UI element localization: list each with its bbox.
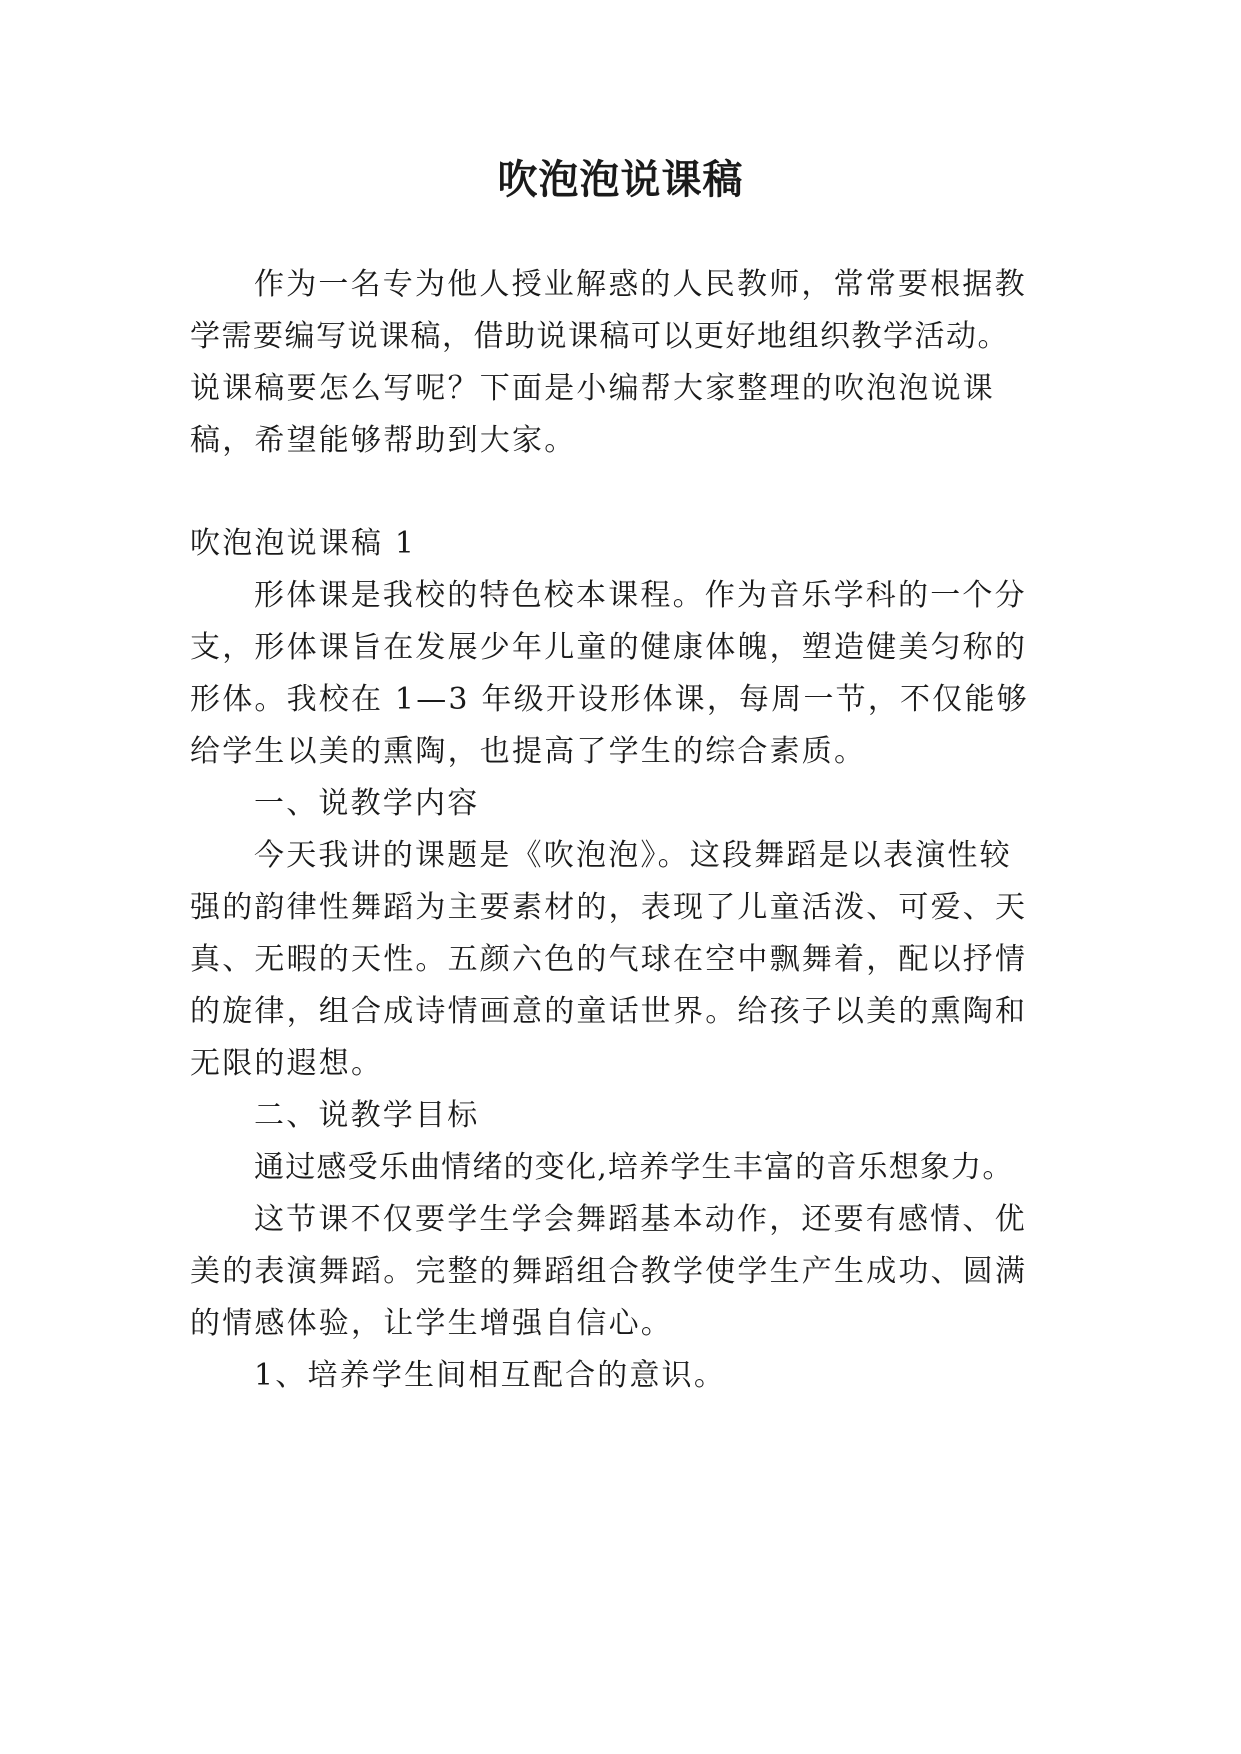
para1-line-3: 形体。我校在 1—3 年级开设形体课，每周一节，不仅能够 (190, 682, 1029, 717)
intro-line-1: 作为一名专为他人授业解惑的人民教师，常常要根据教 (254, 267, 1027, 302)
para4-line-3: 的情感体验，让学生增强自信心。 (190, 1306, 673, 1341)
para4-line-2: 美的表演舞蹈。完整的舞蹈组合教学使学生产生成功、圆满 (190, 1254, 1028, 1289)
intro-line-4: 稿，希望能够帮助到大家。 (190, 423, 577, 458)
para2-line-4: 的旋律，组合成诗情画意的童话世界。给孩子以美的熏陶和 (190, 994, 1028, 1029)
intro-line-2: 学需要编写说课稿，借助说课稿可以更好地组织教学活动。 (190, 319, 1009, 354)
heading-teaching-content: 一、说教学内容 (254, 786, 480, 821)
para2-line-3: 真、无暇的天性。五颜六色的气球在空中飘舞着，配以抒情 (190, 942, 1028, 977)
list-item-1: 1、培养学生间相互配合的意识。 (254, 1358, 727, 1393)
intro-line-3: 说课稿要怎么写呢？下面是小编帮大家整理的吹泡泡说课 (190, 371, 995, 406)
para2-line-2: 强的韵律性舞蹈为主要素材的，表现了儿童活泼、可爱、天 (190, 890, 1028, 925)
section-heading: 吹泡泡说课稿 1 (190, 526, 417, 561)
para1-line-4: 给学生以美的熏陶，也提高了学生的综合素质。 (190, 734, 867, 769)
para4-line-1: 这节课不仅要学生学会舞蹈基本动作，还要有感情、优 (254, 1202, 1027, 1237)
para3-line-1: 通过感受乐曲情绪的变化,培养学生丰富的音乐想象力。 (254, 1150, 1014, 1185)
para1-line-2: 支，形体课旨在发展少年儿童的健康体魄，塑造健美匀称的 (190, 630, 1028, 665)
para2-line-1: 今天我讲的课题是《吹泡泡》。这段舞蹈是以表演性较 (254, 838, 1012, 873)
para2-line-5: 无限的遐想。 (190, 1046, 384, 1081)
document-title: 吹泡泡说课稿 (497, 157, 744, 203)
heading-teaching-goals: 二、说教学目标 (254, 1098, 480, 1133)
para1-line-1: 形体课是我校的特色校本课程。作为音乐学科的一个分 (254, 578, 1027, 613)
